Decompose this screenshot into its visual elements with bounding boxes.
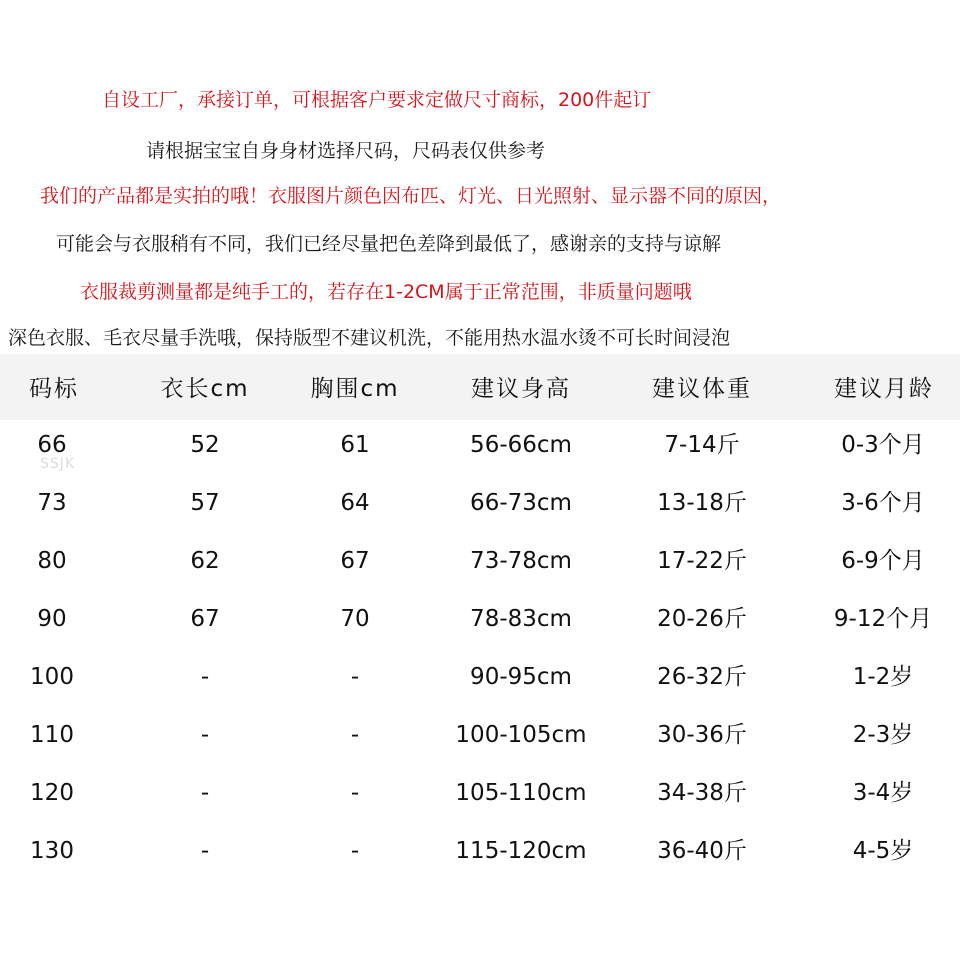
cell-length: 57 [190,490,220,516]
cell-weight: 36-40斤 [657,838,747,864]
note-color-difference-cont: 可能会与衣服稍有不同，我们已经尽量把色差降到最低了，感谢亲的支持与谅解 [56,233,722,255]
cell-weight: 13-18斤 [657,490,747,516]
watermark: SSJK [40,456,76,472]
cell-chest: 70 [340,606,370,632]
cell-chest: - [350,664,360,690]
cell-size: 100 [30,664,74,690]
cell-chest: - [350,780,360,806]
header-height: 建议身高 [471,376,571,402]
cell-size: 130 [30,838,74,864]
header-length: 衣长cm [160,376,250,402]
cell-chest: 61 [340,432,370,458]
table-row [0,546,960,604]
cell-height: 90-95cm [470,664,572,690]
table-row [0,720,960,778]
cell-length: 67 [190,606,220,632]
cell-age: 6-9个月 [841,548,925,574]
table-row [0,778,960,836]
size-chart-table [0,354,960,960]
cell-size: 80 [37,548,67,574]
note-size-reference: 请根据宝宝自身身材选择尺码，尺码表仅供参考 [146,140,546,162]
cell-weight: 20-26斤 [657,606,747,632]
cell-length: - [200,722,210,748]
cell-height: 115-120cm [455,838,587,864]
note-washing-care: 深色衣服、毛衣尽量手洗哦，保持版型不建议机洗，不能用热水温水烫不可长时间浸泡 [8,327,731,349]
cell-length: - [200,664,210,690]
table-row [0,430,960,488]
cell-age: 1-2岁 [852,664,914,690]
header-size-label: 码标 [29,376,79,402]
table-row [0,604,960,662]
cell-weight: 26-32斤 [657,664,747,690]
cell-height: 78-83cm [470,606,572,632]
cell-length: 52 [190,432,220,458]
note-custom-factory: 自设工厂，承接订单，可根据客户要求定做尺寸商标，200件起订 [102,89,652,111]
cell-height: 66-73cm [470,490,572,516]
cell-weight: 17-22斤 [657,548,747,574]
cell-height: 100-105cm [455,722,587,748]
cell-size: 120 [30,780,74,806]
header-chest: 胸围cm [310,376,400,402]
cell-age: 2-3岁 [852,722,914,748]
table-row [0,836,960,894]
cell-age: 0-3个月 [841,432,925,458]
cell-weight: 7-14斤 [664,432,740,458]
cell-height: 105-110cm [455,780,587,806]
cell-weight: 34-38斤 [657,780,747,806]
cell-size: 110 [30,722,74,748]
header-age: 建议月龄 [834,376,934,402]
cell-size: 90 [37,606,67,632]
cell-weight: 30-36斤 [657,722,747,748]
note-color-difference: 我们的产品都是实拍的哦！衣服图片颜色因布匹、灯光、日光照射、显示器不同的原因， [40,185,782,207]
table-row [0,662,960,720]
cell-age: 4-5岁 [852,838,914,864]
table-header [0,354,960,420]
cell-age: 3-4岁 [852,780,914,806]
note-measurement-tolerance: 衣服裁剪测量都是纯手工的，若存在1-2CM属于正常范围，非质量问题哦 [80,281,692,303]
cell-chest: - [350,838,360,864]
cell-height: 73-78cm [470,548,572,574]
cell-age: 3-6个月 [841,490,925,516]
cell-size: 66 [37,432,67,458]
header-weight: 建议体重 [652,376,752,402]
cell-length: 62 [190,548,220,574]
cell-height: 56-66cm [470,432,572,458]
table-row [0,488,960,546]
cell-chest: - [350,722,360,748]
cell-chest: 64 [340,490,370,516]
cell-size: 73 [37,490,67,516]
cell-chest: 67 [340,548,370,574]
cell-length: - [200,780,210,806]
cell-age: 9-12个月 [833,606,933,632]
cell-length: - [200,838,210,864]
